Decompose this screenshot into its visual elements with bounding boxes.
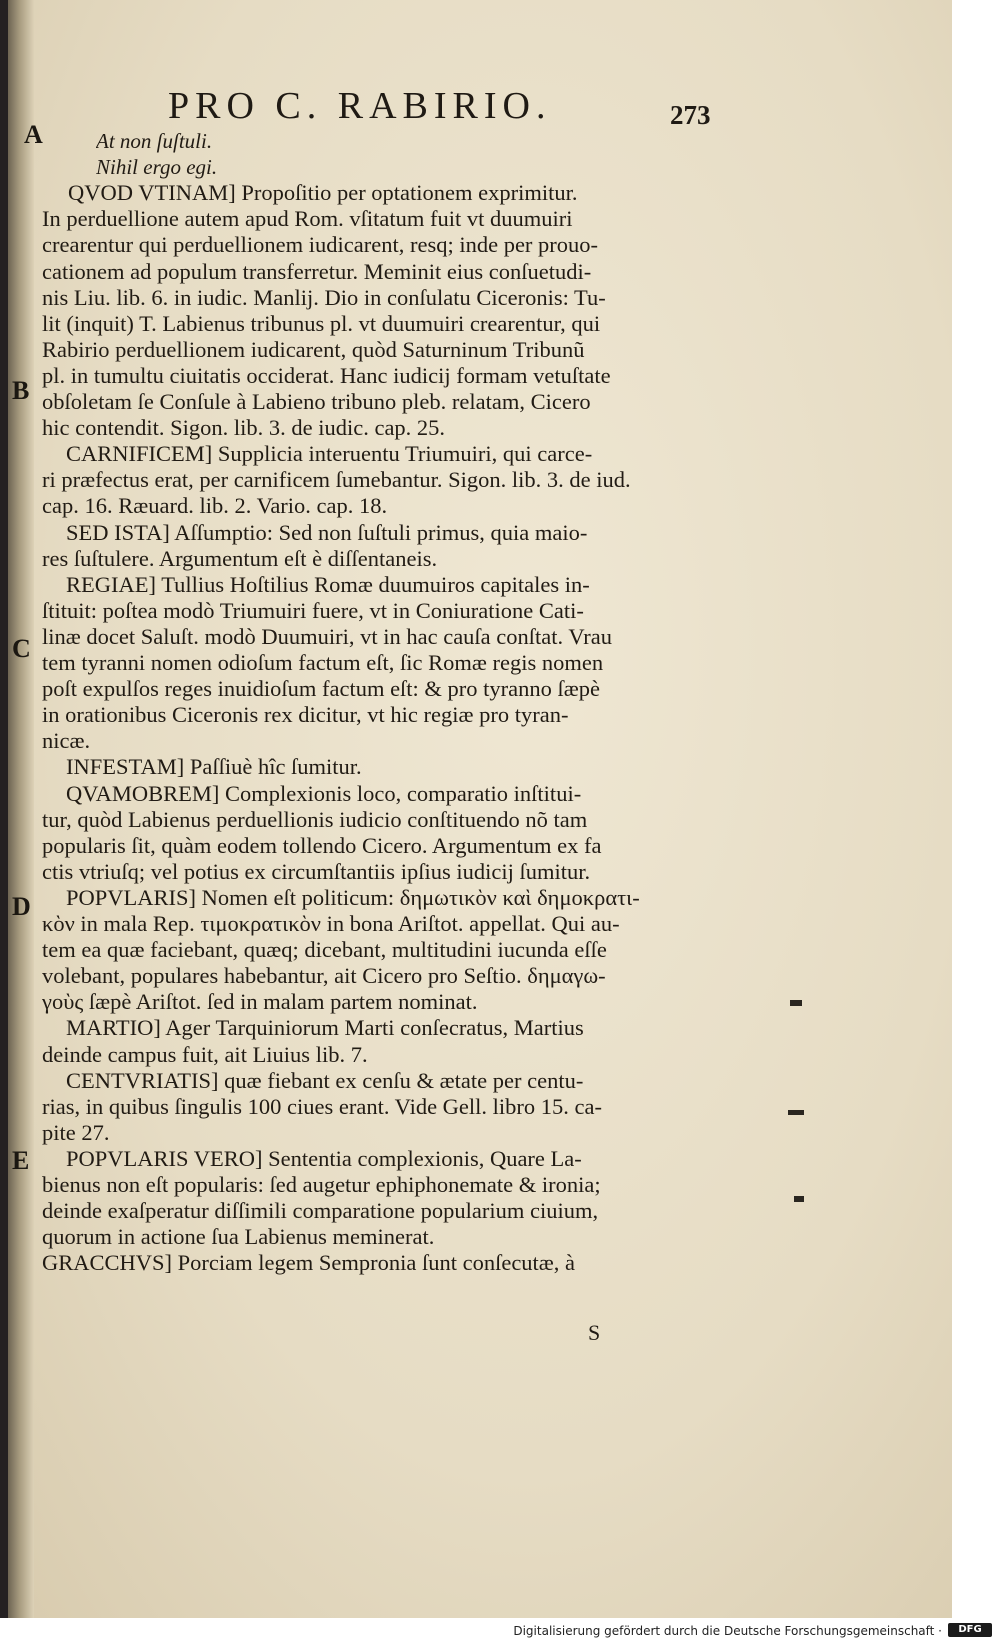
text-line: hic contendit. Sigon. lib. 3. de iudic. cap. 25.	[42, 415, 446, 441]
text-line: REGIAE] Tullius Hoſtilius Romæ duumuiros capitales in-	[66, 571, 590, 597]
text-line: QVOD VTINAM] Propoſitio per optationem exprimitur.	[68, 180, 578, 206]
dfg-logo: DFG	[948, 1623, 992, 1637]
text-line: pl. in tumultu ciuitatis occiderat. Hanc iudicij formam vetuſtate	[42, 362, 611, 388]
text-line: tem ea quæ faciebant, quæq; dicebant, multitudini iucunda eſſe	[42, 937, 607, 963]
margin-letter-c: C	[12, 634, 31, 663]
text-line: tur, quòd Labienus perduellionis iudicio conſtituendo nõ tam	[42, 806, 588, 832]
text-line: POPVLARIS] Nomen eſt politicum: δημωτικὸν καὶ δημοκρατι-	[66, 884, 640, 910]
text-line: Nihil ergo egi.	[96, 155, 218, 180]
text-line: SED ISTA] Aſſumptio: Sed non ſuſtuli primus, quia maio-	[66, 519, 588, 545]
text-line: At non ſuſtuli.	[96, 129, 213, 153]
text-line: tem tyranni nomen odioſum factum eſt, ſic Romæ regis nomen	[42, 650, 604, 675]
margin-letter-e: E	[12, 1146, 30, 1175]
ink-speck	[794, 1196, 804, 1202]
page-number: 273	[670, 100, 711, 130]
text-line: cationem ad populum transferretur. Meminit eius conſuetudi-	[42, 258, 592, 284]
text-line: Rabirio perduellionem iudicarent, quòd Saturninum Tribunũ	[42, 336, 585, 362]
margin-letter-b: B	[12, 376, 30, 405]
text-line: nicæ.	[42, 728, 91, 754]
book-page	[8, 0, 952, 1618]
text-line: crearentur qui perduellionem iudicarent, resq; inde per prouo-	[42, 232, 599, 258]
text-line: obſoletam ſe Conſule à Labieno tribuno pleb. relatam, Cicero	[42, 389, 591, 414]
text-line: in orationibus Ciceronis rex dicitur, vt hic regiæ pro tyran-	[42, 702, 569, 728]
text-line: ctis vtriuſq; vel potius ex circumſtantiis ipſius iudicij ſumitur.	[42, 858, 591, 884]
text-line: bienus non eſt popularis: ſed augetur ephiphonemate & ironia;	[42, 1172, 601, 1197]
catchword: S	[588, 1320, 601, 1345]
text-line: deinde campus fuit, ait Liuius lib. 7.	[42, 1041, 368, 1067]
text-line: linæ docet Saluſt. modò Duumuiri, vt in hac cauſa conſtat. Vrau	[42, 623, 612, 649]
text-line: lit (inquit) T. Labienus tribunus pl. vt duumuiri crearentur, qui	[42, 310, 601, 336]
text-line: cap. 16. Ræuard. lib. 2. Vario. cap. 18.	[42, 493, 388, 519]
text-line: MARTIO] Ager Tarquiniorum Marti conſecratus, Martius	[66, 1015, 584, 1041]
text-line: quorum in actione ſua Labienus meminerat.	[42, 1224, 435, 1250]
text-line: pite 27.	[42, 1119, 110, 1145]
text-line: In perduellione autem apud Rom. vſitatum fuit vt duumuiri	[42, 206, 573, 232]
text-line: κὸν in mala Rep. τιμοκρατικὸν in bona Ariſtot. appellat. Qui au-	[42, 911, 620, 936]
text-line: γοὺς ſæpè Ariſtot. ſed in malam partem nominat.	[42, 989, 478, 1015]
text-line: ri præfectus erat, per carnificem ſumebantur. Sigon. lib. 3. de iud.	[42, 467, 631, 493]
funding-notice: Digitalisierung gefördert durch die Deutsche Forschungsgemeinschaft ·	[513, 1624, 942, 1638]
text-line: CENTVRIATIS] quæ fiebant ex cenſu & ætate per centu-	[66, 1067, 584, 1093]
binding-gutter	[8, 0, 34, 1618]
text-line: POPVLARIS VERO] Sententia complexionis, Quare La-	[66, 1145, 582, 1171]
margin-letter-a: A	[24, 120, 43, 149]
page-header-title: PRO C. RABIRIO.	[168, 85, 552, 127]
text-line: poſt expulſos reges inuidioſum factum eſt: & pro tyranno ſæpè	[42, 676, 601, 702]
text-line: res ſuſtulere. Argumentum eſt è diſſentaneis.	[42, 545, 438, 571]
text-line: GRACCHVS] Porciam legem Sempronia ſunt conſecutæ, à	[42, 1250, 576, 1276]
text-line: QVAMOBREM] Complexionis loco, comparatio inſtitui-	[66, 780, 582, 806]
text-line: ſtituit: poſtea modò Triumuiri fuere, vt in Coniuratione Cati-	[42, 597, 584, 623]
text-line: nis Liu. lib. 6. in iudic. Manlij. Dio in conſulatu Ciceronis: Tu-	[42, 284, 606, 310]
text-line: volebant, populares habebantur, ait Cicero pro Seſtio. δημαγω-	[42, 963, 606, 989]
text-line: rias, in quibus ſingulis 100 ciues erant. Vide Gell. libro 15. ca-	[42, 1093, 603, 1119]
ink-speck	[790, 1000, 802, 1006]
margin-letter-d: D	[12, 892, 31, 921]
text-line: popularis ſit, quàm eodem tollendo Cicero. Argumentum ex fa	[42, 832, 602, 858]
ink-speck	[788, 1110, 804, 1115]
text-line: CARNIFICEM] Supplicia interuentu Triumuiri, qui carce-	[66, 441, 593, 467]
text-line: deinde exaſperatur diſſimili comparatione popularium ciuium,	[42, 1198, 599, 1224]
text-line: INFESTAM] Paſſiuè hîc ſumitur.	[66, 754, 362, 780]
